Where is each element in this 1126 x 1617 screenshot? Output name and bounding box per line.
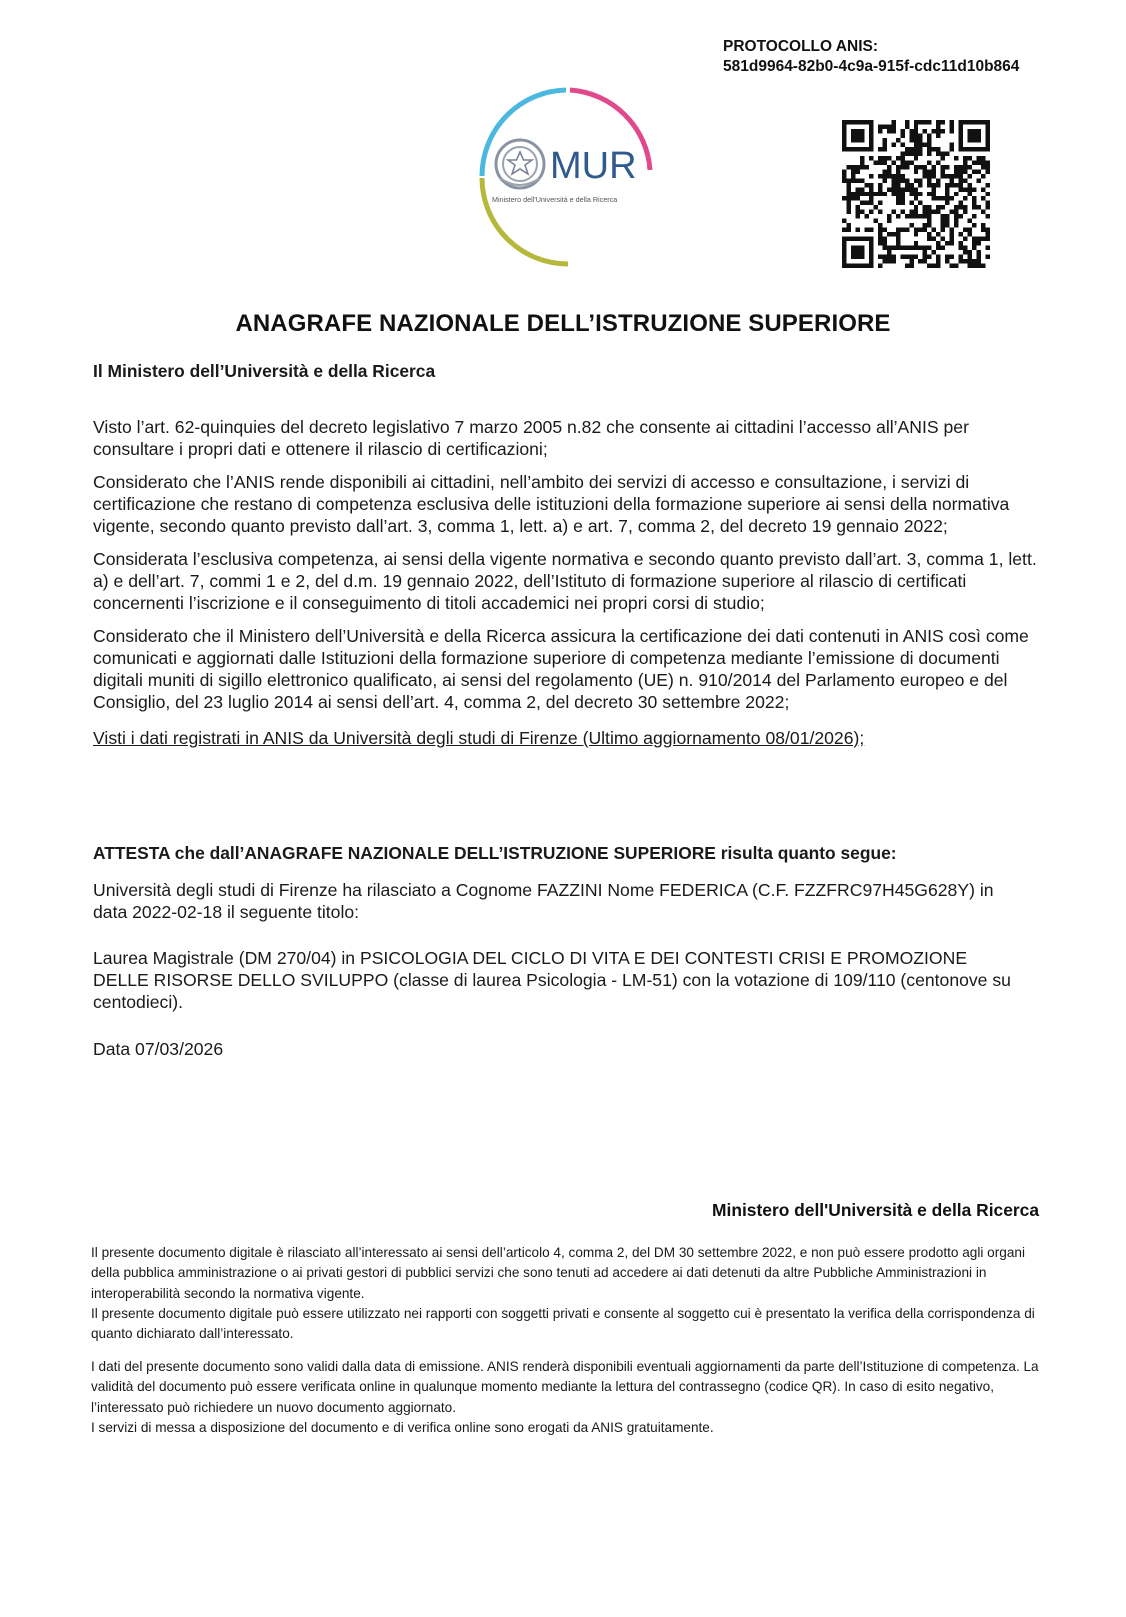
logo-arc-olive	[482, 178, 568, 264]
premise-paragraph: Considerata l’esclusiva competenza, ai sensi della vigente normativa e secondo quanto previsto dall’art. 3, comma 1, lett. a) e dell’art. 7, commi 1 e 2, del d.m. 19 gennaio 2022, dell’Istituto di formazione superiore al rilascio di certificati concernenti l’iscrizione e il conseguimento di titoli accademici nei propri corsi di studio;	[93, 549, 1037, 613]
footer-note: I servizi di messa a disposizione del documento e di verifica online sono erogati da ANIS gratuitamente.	[91, 1419, 714, 1435]
qr-finder-pattern	[959, 120, 990, 151]
logo-text: MUR	[550, 145, 637, 187]
qr-finder-pattern	[842, 237, 873, 268]
issue-date: Data 07/03/2026	[93, 1039, 224, 1059]
italian-republic-emblem-icon	[496, 140, 544, 188]
footer-note: I dati del presente documento sono validi dalla data di emissione. ANIS renderà disponibili eventuali aggiornamenti da parte dell’Istituzione di competenza. La validità del documento può essere verificata online in qualunque momento mediante la lettura del contrassegno (codice QR). In caso di esito negativo, l’interessato può richiedere un nuovo documento aggiornato.	[91, 1359, 1039, 1415]
mur-logo	[478, 86, 668, 272]
qr-finder-pattern	[842, 120, 873, 151]
premises-section	[93, 416, 1053, 760]
footer-notes-1	[91, 1243, 1051, 1344]
data-source-statement: Visti i dati registrati in ANIS da Università degli studi di Firenze (Ultimo aggiornamento 08/01/2026);	[93, 728, 865, 748]
protocol-id: 581d9964-82b0-4c9a-915f-cdc11d10b864	[723, 58, 1020, 75]
premise-paragraph: Considerato che il Ministero dell’Università e della Ricerca assicura la certificazione dei dati contenuti in ANIS così come comunicati e aggiornati dalle Istituzioni della formazione superiore di competenza mediante l’emissione di documenti digitali muniti di sigillo elettronico qualificato, ai sensi del regolamento (UE) n. 910/2014 del Parlamento europeo e del Consiglio, del 23 luglio 2014 ai sensi dell’art. 4, comma 2, del decreto 30 settembre 2022;	[93, 626, 1029, 712]
document-title: ANAGRAFE NAZIONALE DELL’ISTRUZIONE SUPERIORE	[235, 310, 891, 337]
premise-paragraph: Considerato che l’ANIS rende disponibili ai cittadini, nell’ambito dei servizi di accesso e consultazione, i servizi di certificazione che restano di competenza esclusiva delle istituzioni della formazione superiore ai sensi della normativa vigente, secondo quanto previsto dall’art. 3, comma 1, lett. a) e art. 7, comma 2, del decreto 19 gennaio 2022;	[93, 472, 1010, 536]
attestation-heading: ATTESTA che dall’ANAGRAFE NAZIONALE DELL’ISTRUZIONE SUPERIORE risulta quanto segue:	[93, 843, 897, 863]
qr-code-graphic	[842, 120, 990, 268]
footer-note: Il presente documento digitale è rilasciato all’interessato ai sensi dell’articolo 4, comma 2, del DM 30 settembre 2022, e non può essere prodotto agli organi della pubblica amministrazione o ai privati gestori di pubblici servizi che sono tenuti ad accedere ai dati detenuti da altre Pubbliche Amministrazioni in interoperabilità secondo la normativa vigente.	[91, 1245, 1025, 1301]
premise-paragraph: Visto l’art. 62-quinquies del decreto legislativo 7 marzo 2005 n.82 che consente ai cittadini l’accesso all’ANIS per consultare i propri dati e ottenere il rilascio di certificazioni;	[93, 417, 969, 459]
issuer-heading: Il Ministero dell’Università e della Ricerca	[93, 361, 436, 381]
protocol-block	[723, 37, 1019, 77]
qr-code-icon[interactable]	[842, 120, 990, 268]
footer-notes-2	[91, 1357, 1051, 1438]
logo-subtitle: Ministero dell'Università e della Ricerca	[492, 195, 618, 204]
degree-statement: Laurea Magistrale (DM 270/04) in PSICOLOGIA DEL CICLO DI VITA E DEI CONTESTI CRISI E PROMOZIONE DELLE RISORSE DELLO SVILUPPO (classe di laurea Psicologia - LM-51) con la votazione di 109/110 (centonove su centodieci).	[93, 948, 1011, 1012]
footer-note: Il presente documento digitale può essere utilizzato nei rapporti con soggetti privati e consente al soggetto cui è presentato la verifica della corrispondenza di quanto dichiarato dall’interessato.	[91, 1305, 1035, 1342]
mur-logo-graphic	[478, 86, 668, 272]
attestation-grant: Università degli studi di Firenze ha rilasciato a Cognome FAZZINI Nome FEDERICA (C.F. FZZFRC97H45G628Y) in data 2022-02-18 il seguente titolo:	[93, 880, 994, 922]
signature-ministry: Ministero dell'Università e della Ricerca	[712, 1200, 1039, 1220]
protocol-label: PROTOCOLLO ANIS:	[723, 38, 878, 55]
